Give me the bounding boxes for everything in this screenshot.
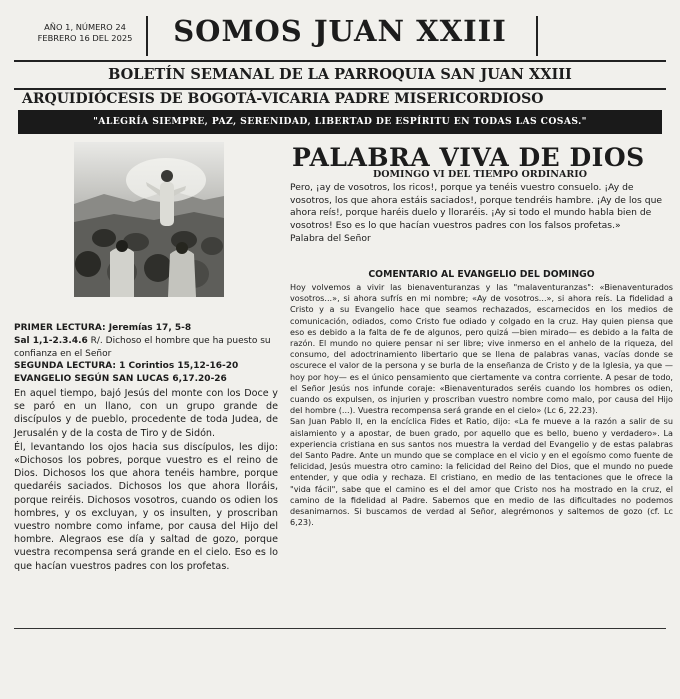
commentary-paragraph: Hoy volvemos a vivir las bienaventuranzas y las "malaventuranzas": «Bienaventurados vosotros...», si ahora sufrís en mi nombre; «Ay de vosotros...», si ahora reís. La fidelidad a Cristo y a su Evangelio hace que seamos rechazados, escarnecidos en los medios de comunicación, odiados, como Cristo fue odiado y colgado en la cruz. Hay quien piensa que eso es debido a la falta de fe de algunos, pero quizá —bien mirado— es debido a la falta de razón. El mundo no quiere pensar ni ser libre; vive inmerso en el anhelo de la riqueza, del consumo, del adoctrinamiento libertario que se llena de palabras vanas, vacías donde se oscurece el valor de la persona y se burla de la enseñanza de Cristo y de la Iglesia, ya que —hoy por hoy— es el único pensamiento que ciertamente va contra corriente. A pesar de todo, el Señor Jesús nos infunde coraje: «Bienaventurados seréis cuando los hombres os odien, cuando os expulsen, os injurien y proscriban vuestro nombre como malo, por causa del Hijo del hombre (...). Vuestra recompensa será grande en el cielo» (Lc 6, 22.23). xyxy=(290,282,673,416)
gospel-text xyxy=(14,387,278,573)
comment-heading: COMENTARIO AL EVANGELIO DEL DOMINGO xyxy=(368,269,595,280)
second-reading: SEGUNDA LECTURA: 1 Corintios 15,12-16-20 xyxy=(14,361,239,372)
masthead-divider-right xyxy=(536,16,538,56)
first-reading: PRIMER LECTURA: Jeremías 17, 5-8 xyxy=(14,323,192,333)
readings-column xyxy=(14,322,278,573)
gospel-reference: EVANGELIO SEGÚN SAN LUCAS 6,17.20-26 xyxy=(14,374,227,385)
gospel-excerpt-block xyxy=(290,182,673,246)
gospel-excerpt: Pero, ¡ay de vosotros, los ricos!, porque ya tenéis vuestro consuelo. ¡Ay de vosotros, los que ahora estáis saciados!, porque tendréis hambre. ¡Ay de los que ahora reís!, porque haréis duelo y lloraréis. ¡Ay si todo el mundo habla bien de vosotros! Eso es lo que hacían vuestros padres con los falsos profetas.» xyxy=(290,182,663,232)
masthead-title: SOMOS JUAN XXIII xyxy=(173,14,507,48)
liturgical-sunday: DOMINGO VI DEL TIEMPO ORDINARIO xyxy=(373,169,587,180)
psalm-line xyxy=(14,335,278,361)
gospel-commentary xyxy=(290,282,673,528)
bulletin-subtitle: BOLETÍN SEMANAL DE LA PARROQUIA SAN JUAN XXIII xyxy=(108,66,572,83)
gospel-paragraph: En aquel tiempo, bajó Jesús del monte con los Doce y se paró en un llano, con un grupo grande de discípulos y de pueblo, procedente de toda Judea, de Jerusalén y de la costa de Tiro y de Sidón. xyxy=(14,387,278,439)
gospel-paragraph: Él, levantando los ojos hacia sus discípulos, les dijo: «Dichosos los pobres, porque vuestro es el reino de Dios. Dichosos los que ahora tenéis hambre, porque quedaréis saciados. Dichosos los que ahora lloráis, porque reiréis. Dichosos vosotros, cuando os odien los hombres, y os excluyan, y os insulten, y proscriban vuestro nombre como infame, por causa del Hijo del hombre. Alegraos ese día y saltad de gozo, porque vuestra recompensa será grande en el cielo. Eso es lo que hacían vuestros padres con los profetas. xyxy=(14,441,278,572)
issue-date: FEBRERO 16 DEL 2025 xyxy=(37,33,133,43)
issue-number: AÑO 1, NÚMERO 24 xyxy=(44,22,126,32)
issue-info xyxy=(30,22,140,44)
header-rule-middle xyxy=(14,88,666,90)
archdiocese-line: ARQUIDIÓCESIS DE BOGOTÁ-VICARIA PADRE MISERICORDIOSO xyxy=(22,91,544,107)
psalm-reference: Sal 1,1-2.3.4.6 xyxy=(14,335,88,346)
sermon-illustration xyxy=(74,142,224,297)
section-title: PALABRA VIVA DE DIOS xyxy=(292,143,645,172)
jesus-preaching-image xyxy=(74,142,224,297)
motto-banner: "ALEGRÍA SIEMPRE, PAZ, SERENIDAD, LIBERTAD DE ESPÍRITU EN TODAS LAS COSAS." xyxy=(18,110,662,134)
commentary-paragraph: San Juan Pablo II, en la encíclica Fides et Ratio, dijo: «La fe mueve a la razón a salir de su aislamiento y a apostar, de buen grado, por aquello que es bello, bueno y verdadero». La experiencia cristiana en sus santos nos muestra la verdad del Evangelio y de estas palabras del Santo Padre. Ante un mundo que se complace en el vicio y en el egoísmo como fuente de felicidad, Jesús muestra otro camino: la felicidad del Reino del Dios, que el mundo no puede entender, y que odia y rechaza. El cristiano, en medio de las tentaciones que le ofrece la "vida fácil", sabe que el camino es el del amor que Cristo nos ha mostrado en la cruz, el camino de la fidelidad al Padre. Sabemos que en medio de las dificultades no podemos desanimarnos. Si buscamos de verdad al Señor, alegrémonos y saltemos de gozo (cf. Lc 6,23). xyxy=(290,416,673,528)
masthead-divider-left xyxy=(146,16,148,56)
gospel-closing: Palabra del Señor xyxy=(290,232,371,244)
psalm-response: R/. Dichoso el hombre que ha puesto su confianza en el Señor xyxy=(14,335,271,359)
bottom-rule xyxy=(14,628,666,629)
header-rule-top xyxy=(14,60,666,62)
